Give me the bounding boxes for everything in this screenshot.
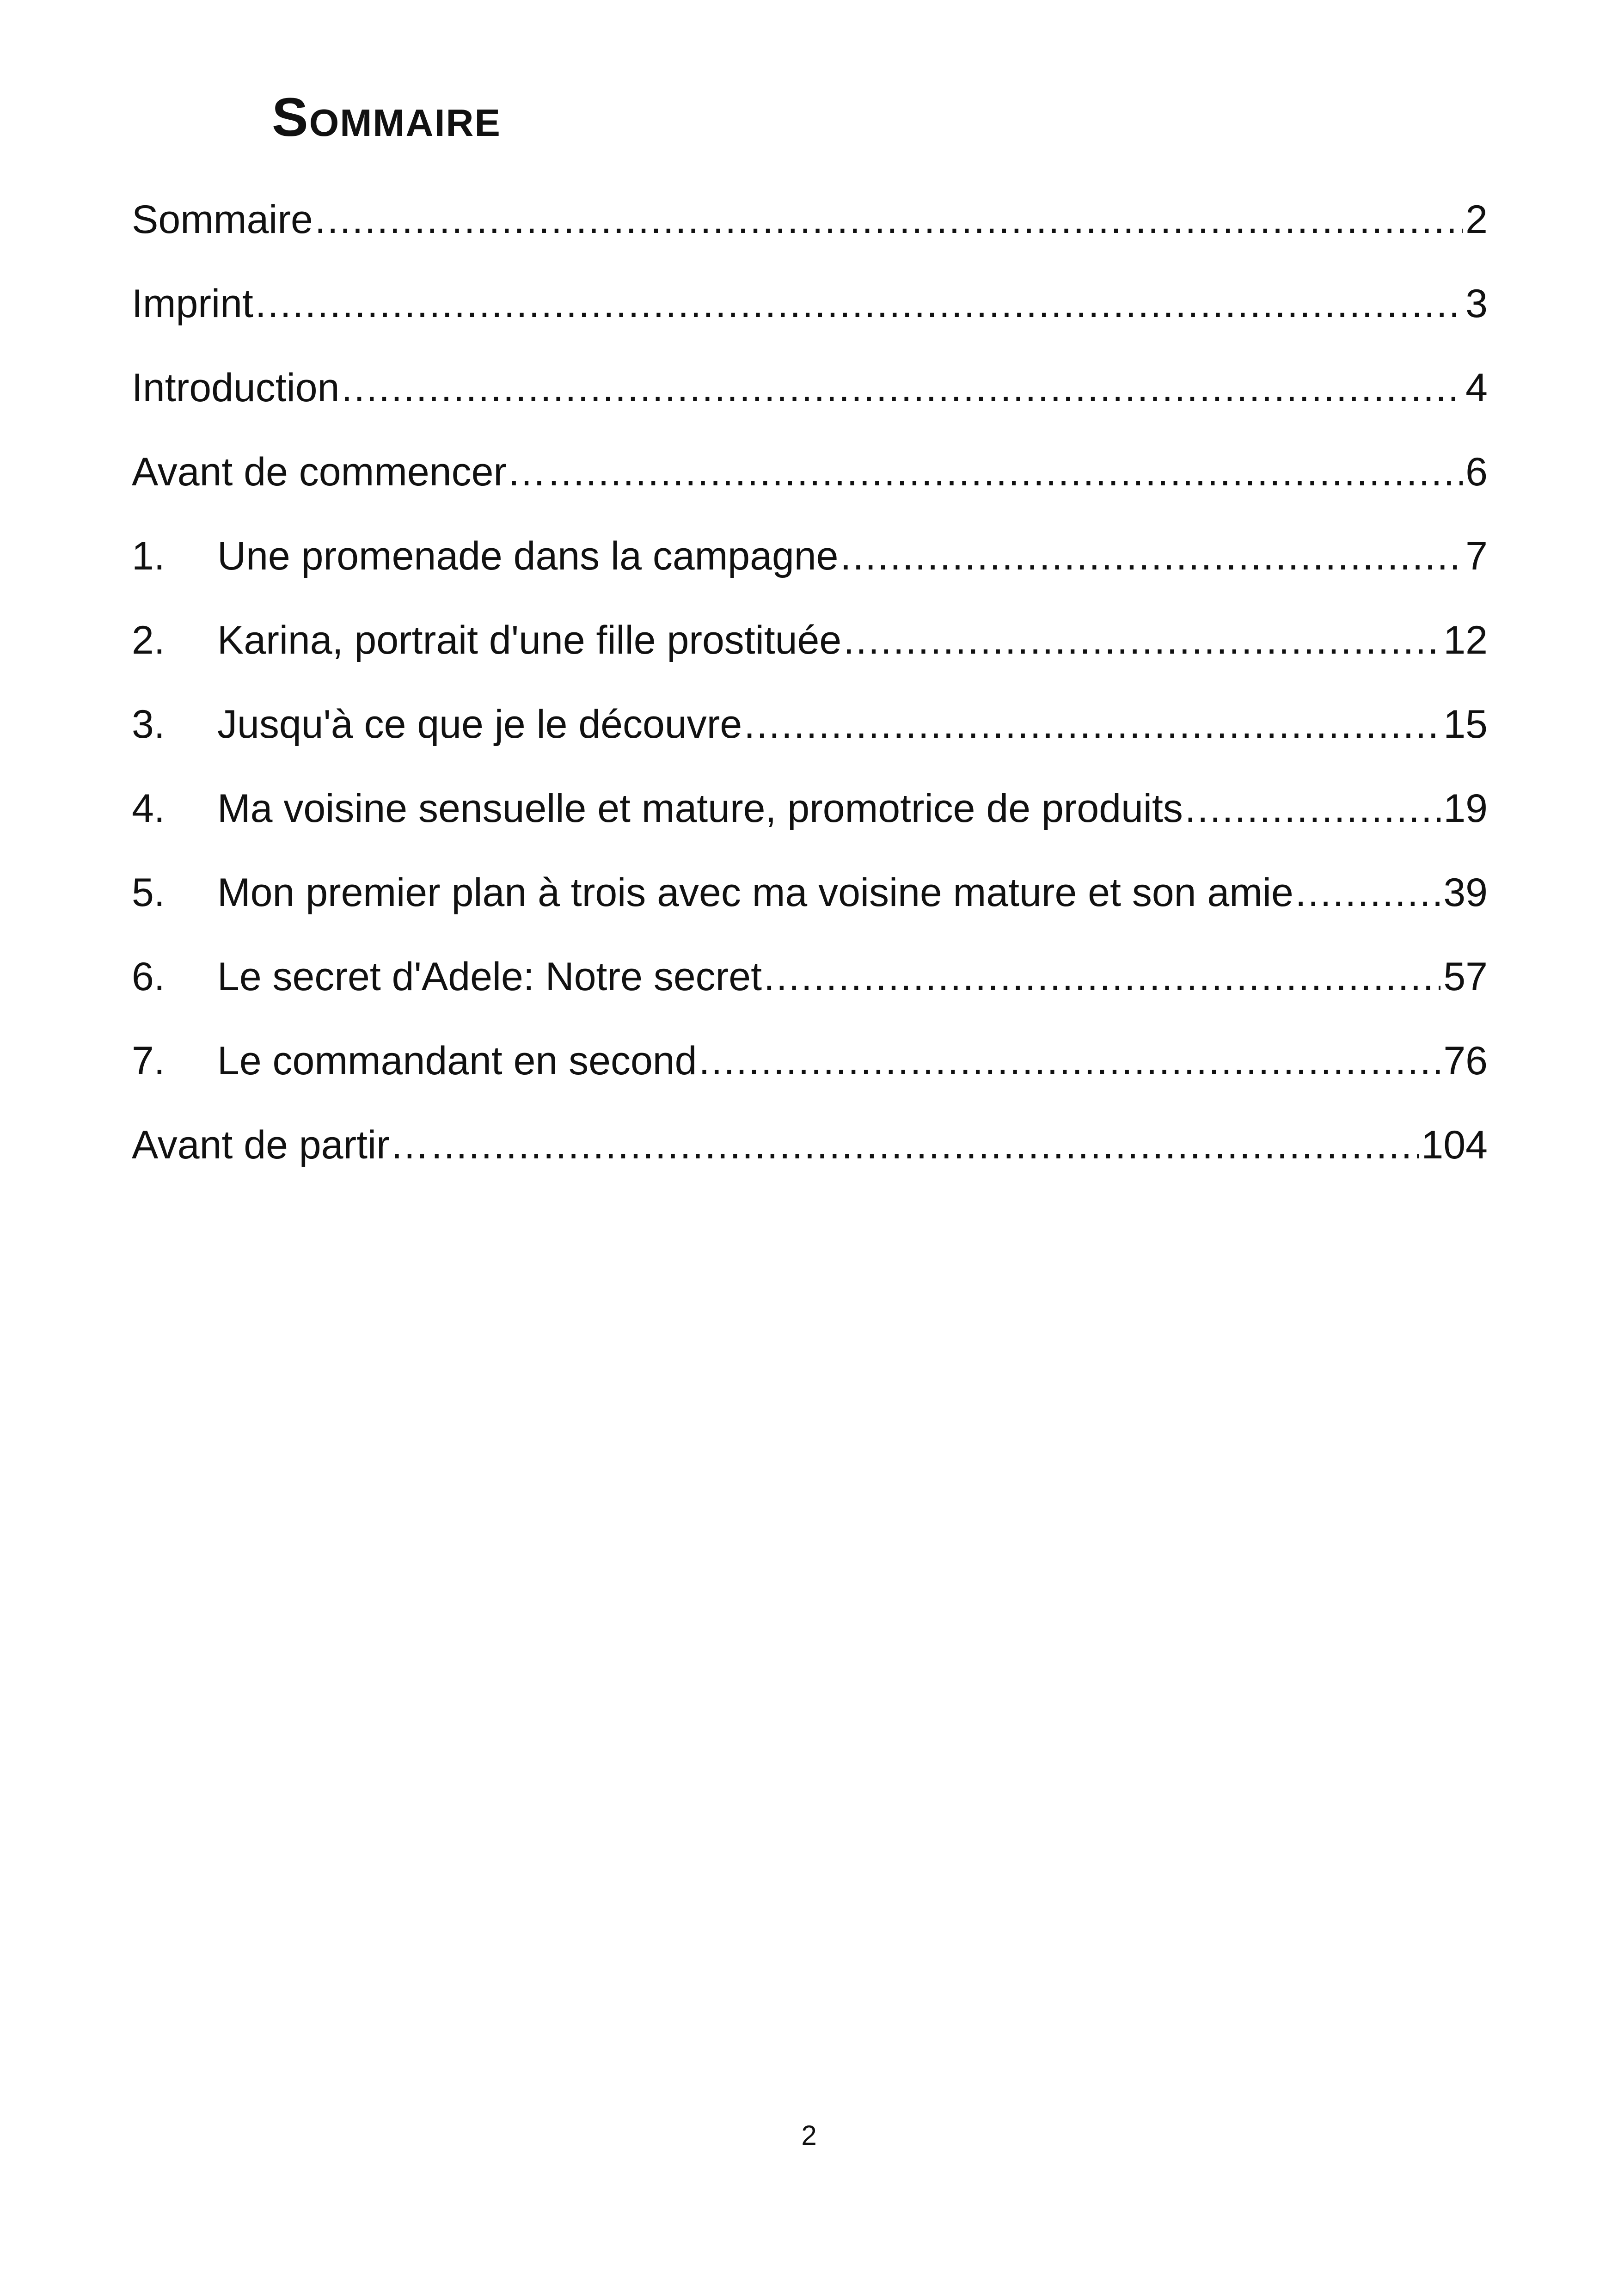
- toc-entry-title: Avant de commencer…: [132, 450, 547, 494]
- dot-leader: [1295, 873, 1441, 912]
- dot-leader: [255, 284, 1463, 324]
- toc-entry-page: 57: [1443, 955, 1488, 999]
- toc-entry[interactable]: [132, 957, 1488, 1041]
- toc-entry-title: Ma voisine sensuelle et mature, promotrice de produits: [217, 786, 1183, 831]
- toc-entry[interactable]: [132, 704, 1488, 789]
- toc-entry[interactable]: [132, 1041, 1488, 1125]
- toc-entry-page: 4: [1465, 366, 1488, 410]
- toc-entry-page: 6: [1465, 450, 1488, 494]
- toc-entry-number: 3.: [132, 702, 165, 747]
- toc-entry[interactable]: [132, 452, 1488, 536]
- toc-entry-page: 2: [1465, 197, 1488, 242]
- toc-entry[interactable]: [132, 536, 1488, 620]
- dot-leader: [341, 368, 1463, 408]
- toc-entry-number: 4.: [132, 786, 165, 831]
- toc-entry[interactable]: [132, 368, 1488, 452]
- toc-entry-number: 7.: [132, 1039, 165, 1083]
- toc-entry[interactable]: [132, 1125, 1488, 1209]
- toc-entry[interactable]: [132, 870, 1488, 957]
- toc-entry-title: Introduction: [132, 366, 340, 410]
- dot-leader: [764, 957, 1440, 997]
- dot-leader: [699, 1041, 1440, 1081]
- toc-entry[interactable]: [132, 197, 1488, 284]
- toc-entry-number: 5.: [132, 870, 165, 915]
- toc-entry-title: Karina, portrait d'une fille prostituée: [217, 618, 842, 662]
- toc-entry[interactable]: [132, 786, 1488, 873]
- toc-entry-number: 6.: [132, 955, 165, 999]
- dot-leader: [744, 704, 1440, 744]
- toc-entry-page: 19: [1443, 786, 1488, 831]
- toc-entry-title: Jusqu'à ce que je le découvre: [217, 702, 742, 747]
- toc-entry-page: 104: [1421, 1123, 1488, 1167]
- page-title: Sommaire: [272, 87, 501, 148]
- toc-entry[interactable]: [132, 620, 1488, 704]
- toc-entry-title: Avant de partir…: [132, 1123, 429, 1167]
- toc-entry-title: Une promenade dans la campagne: [217, 534, 839, 578]
- dot-leader: [548, 452, 1463, 492]
- dot-leader: [315, 200, 1463, 239]
- dot-leader: [431, 1125, 1419, 1165]
- toc-entry-page: 39: [1443, 870, 1488, 915]
- toc-entry-title: Le secret d'Adele: Notre secret: [217, 955, 762, 999]
- toc-entry[interactable]: [132, 284, 1488, 368]
- toc-entry-title: Mon premier plan à trois avec ma voisine mature et son amie: [217, 870, 1293, 915]
- toc-entry-page: 76: [1443, 1039, 1488, 1083]
- toc-entry-number: 1.: [132, 534, 165, 578]
- toc-entry-title: Imprint: [132, 282, 253, 326]
- page-number: 2: [801, 2120, 817, 2151]
- toc-entry-page: 7: [1465, 534, 1488, 578]
- dot-leader: [843, 620, 1440, 660]
- dot-leader: [1185, 789, 1440, 828]
- toc-entry-title: Sommaire: [132, 197, 313, 242]
- toc-entry-title: Le commandant en second: [217, 1039, 697, 1083]
- dot-leader: [840, 536, 1463, 576]
- toc-entry-page: 3: [1465, 282, 1488, 326]
- table-of-contents: [132, 197, 1488, 1209]
- toc-entry-page: 12: [1443, 618, 1488, 662]
- toc-entry-number: 2.: [132, 618, 165, 662]
- toc-entry-page: 15: [1443, 702, 1488, 747]
